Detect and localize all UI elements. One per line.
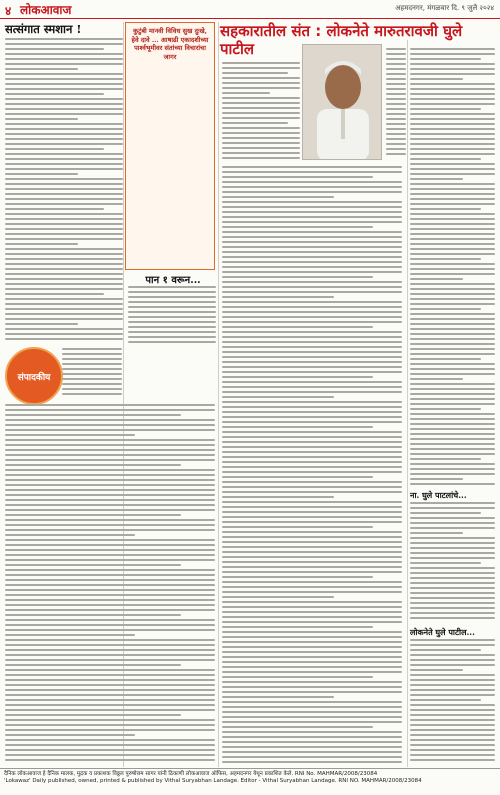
column-divider: [218, 22, 219, 767]
left-column-body: [5, 38, 123, 343]
portrait-figure-icon: [303, 45, 382, 160]
left-column-body: [62, 348, 122, 400]
right-column-body: [386, 48, 406, 160]
left-story-title: सत्संगात स्मशान !: [5, 22, 82, 36]
continued-from-page-label: पान १ वरून...: [145, 275, 201, 286]
column-divider: [407, 40, 408, 767]
main-story-body: [222, 62, 300, 162]
section-subhead: ना. घुले पाटलांचे...: [410, 490, 467, 500]
right-column-body: [410, 639, 495, 765]
main-headline: सहकारातील संत : लोकनेते मारुतरावजी घुले पाटील: [220, 22, 463, 58]
section-subhead: लोकनेते घुले पाटील...: [410, 627, 475, 637]
editorial-logo: संपादकीय: [5, 347, 63, 405]
footer-line-marathi: दैनिक लोकआवाज हे दैनिक मालक, मुद्रक व प्रकाशक विठ्ठल पुरुषोत्तम सागर यांनी ठिकाणी लोकआवाज ऑफिस, अहमदनगर येथून प्रकाशित केले. RNI No. MAHMAR/2008/23084: [4, 771, 378, 777]
brand-logo-text: लोकआवाज: [20, 3, 72, 17]
callout-text: कुटुंबी मानवी विविध सुख दुःखे, हेवे दावे ... आषाढी एकादशीच्या पार्श्वभूमीवर संतांच्या विचारांचा जागर: [131, 27, 209, 61]
main-story-body: [222, 166, 402, 766]
left-column-body: [5, 404, 215, 764]
portrait-photo: [302, 44, 382, 160]
footer-imprint: [0, 768, 500, 795]
page-number: ४: [5, 4, 12, 18]
right-column-body: [410, 502, 495, 624]
callout-box: [125, 22, 215, 270]
footer-line-english: 'Lokawaz' Daily published, owned, printed & published by Vithal Suryabhan Landage. Editor - Vithal Suryabhan Landage. RNI NO. MAHMAR/2008/23084: [4, 778, 422, 784]
masthead: [0, 0, 500, 19]
center-column-body: [128, 286, 216, 346]
dateline: अहमदनगर, मंगळवार दि. ९ जुलै २०२४: [395, 4, 494, 12]
right-column-body: [410, 48, 495, 488]
